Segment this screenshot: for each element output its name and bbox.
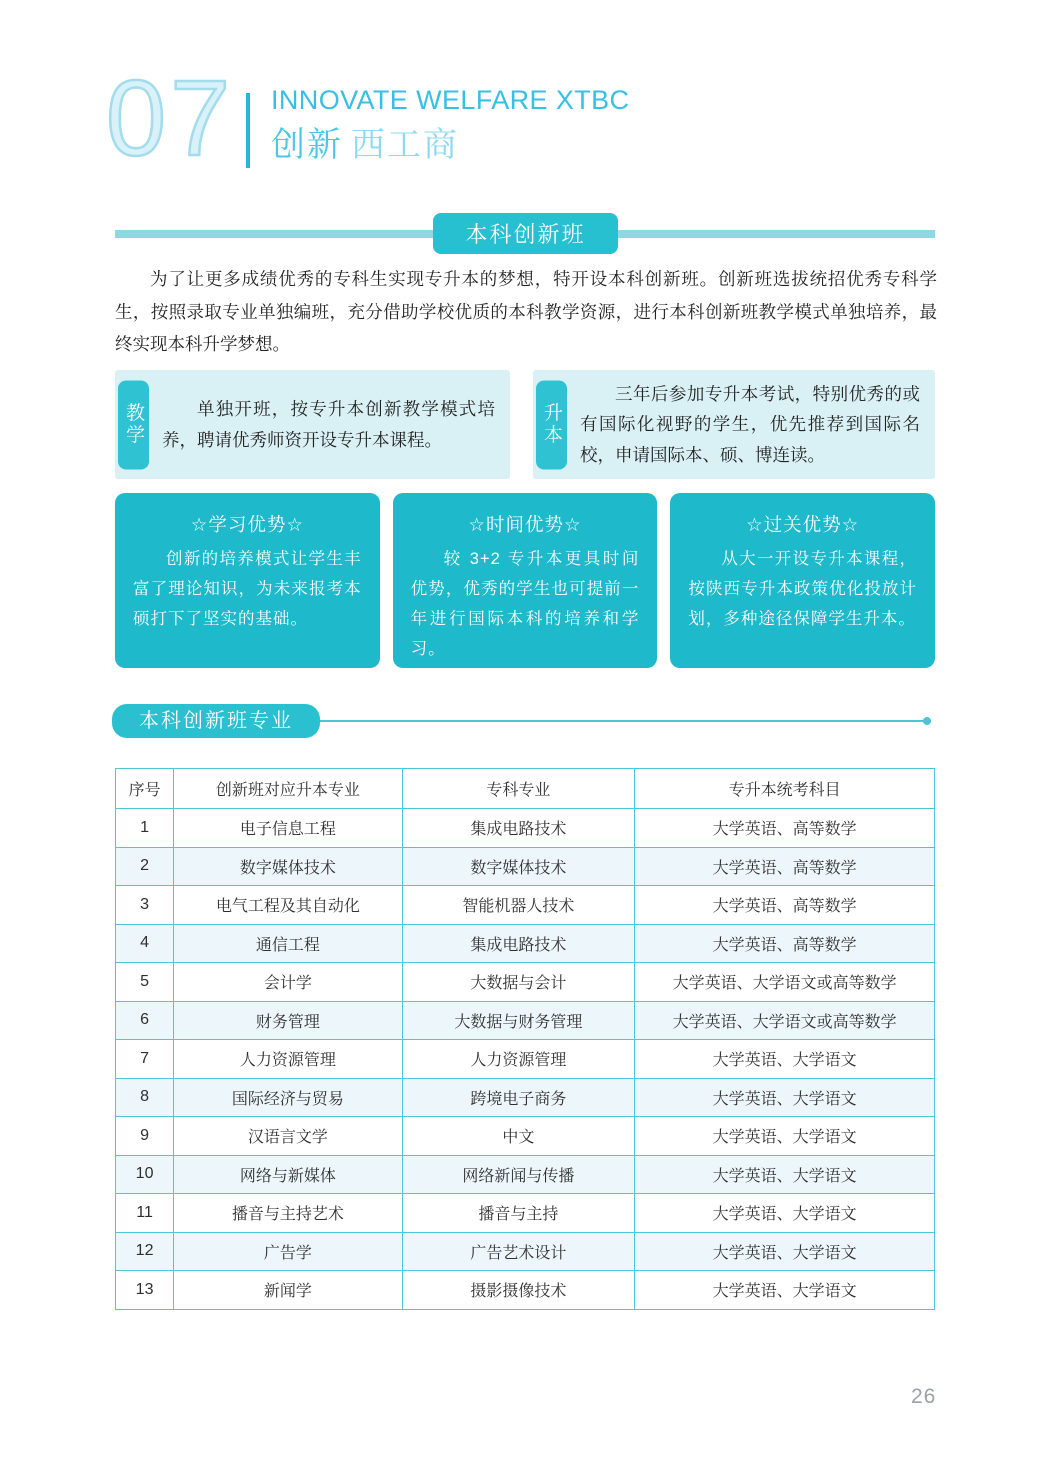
table-cell: 大学英语、大学语文: [635, 1040, 935, 1079]
table-cell: 电子信息工程: [174, 809, 403, 848]
table-cell: 大学英语、大学语文: [635, 1194, 935, 1233]
info-box-text: 单独开班，按专升本创新教学模式培养，聘请优秀师资开设专升本课程。: [162, 399, 495, 450]
advantage-box-pass: [670, 493, 935, 668]
table-cell: 跨境电子商务: [402, 1078, 635, 1117]
info-box-tab: 升本: [536, 380, 567, 469]
advantage-text: 从大一开设专升本课程，按陕西专升本政策优化投放计划，多种途径保障学生升本。: [688, 550, 918, 628]
column-header: 专科专业: [402, 769, 635, 809]
table-row: [116, 1155, 935, 1194]
column-header: 专升本统考科目: [635, 769, 935, 809]
info-box-teaching: [115, 370, 510, 479]
table-cell: 人力资源管理: [174, 1040, 403, 1079]
header-title-en: INNOVATE WELFARE XTBC: [271, 85, 630, 115]
table-cell: 5: [116, 963, 174, 1002]
table-cell: 11: [116, 1194, 174, 1233]
table-cell: 大学英语、大学语文: [635, 1271, 935, 1310]
advantage-title: ☆过关优势☆: [746, 514, 860, 535]
table-cell: 摄影摄像技术: [402, 1271, 635, 1310]
table-cell: 电气工程及其自动化: [174, 886, 403, 925]
info-box-promotion: [533, 370, 935, 479]
majors-table: [115, 768, 935, 1310]
info-box-row: [115, 370, 935, 479]
advantage-title: ☆时间优势☆: [468, 514, 582, 535]
table-cell: 1: [116, 809, 174, 848]
table-row: [116, 1232, 935, 1271]
column-header: 序号: [116, 769, 174, 809]
table-cell: 汉语言文学: [174, 1117, 403, 1156]
table-cell: 人力资源管理: [402, 1040, 635, 1079]
section2-title-pill: 本科创新班专业: [112, 704, 320, 738]
majors-table-head-row: [116, 769, 935, 809]
table-cell: 12: [116, 1232, 174, 1271]
table-cell: 大学英语、大学语文或高等数学: [635, 963, 935, 1002]
table-cell: 数字媒体技术: [174, 847, 403, 886]
table-cell: 大数据与会计: [402, 963, 635, 1002]
table-row: [116, 1040, 935, 1079]
table-cell: 8: [116, 1078, 174, 1117]
table-cell: 广告学: [174, 1232, 403, 1271]
advantage-box-time: [393, 493, 658, 668]
section-badge: 本科创新班: [433, 213, 618, 254]
section2-header: [112, 704, 935, 738]
chapter-number: 07: [106, 57, 235, 178]
info-box-text: 三年后参加专升本考试，特别优秀的或有国际化视野的学生，优先推荐到国际名校，申请国际本、硕、博连读。: [580, 383, 920, 465]
table-cell: 大学英语、大学语文: [635, 1155, 935, 1194]
table-row: [116, 963, 935, 1002]
section2-line-end-dot: [923, 717, 931, 725]
advantage-title: ☆学习优势☆: [190, 514, 304, 535]
table-cell: 大数据与财务管理: [402, 1001, 635, 1040]
table-cell: 大学英语、大学语文: [635, 1232, 935, 1271]
header-title-zh: [271, 117, 459, 166]
table-row: [116, 1194, 935, 1233]
table-cell: 广告艺术设计: [402, 1232, 635, 1271]
advantage-text: 较 3+2 专升本更具时间优势，优秀的学生也可提前一年进行国际本科的培养和学习。: [410, 550, 640, 658]
page-number: 26: [911, 1385, 937, 1408]
table-cell: 7: [116, 1040, 174, 1079]
table-cell: 13: [116, 1271, 174, 1310]
table-cell: 数字媒体技术: [402, 847, 635, 886]
table-cell: 大学英语、大学语文或高等数学: [635, 1001, 935, 1040]
advantage-text: 创新的培养模式让学生丰富了理论知识，为未来报考本硕打下了坚实的基础。: [133, 550, 362, 628]
header-title-zh-secondary: 西工商: [351, 126, 459, 164]
table-row: [116, 809, 935, 848]
table-row: [116, 1078, 935, 1117]
header-divider-bar: [246, 93, 250, 168]
table-row: [116, 847, 935, 886]
table-cell: 国际经济与贸易: [174, 1078, 403, 1117]
intro-paragraph: 为了让更多成绩优秀的专科生实现专升本的梦想，特开设本科创新班。创新班选拔统招优秀专科学生，按照录取专业单独编班，充分借助学校优质的本科教学资源，进行本科创新班教学模式单独培养，最终实现本科升学梦想。: [115, 269, 937, 354]
table-row: [116, 1271, 935, 1310]
table-row: [116, 924, 935, 963]
table-cell: 新闻学: [174, 1271, 403, 1310]
info-box-tab: 教学: [118, 380, 149, 469]
table-cell: 中文: [402, 1117, 635, 1156]
table-cell: 播音与主持: [402, 1194, 635, 1233]
table-cell: 会计学: [174, 963, 403, 1002]
table-cell: 2: [116, 847, 174, 886]
table-cell: 播音与主持艺术: [174, 1194, 403, 1233]
table-cell: 大学英语、大学语文: [635, 1117, 935, 1156]
table-row: [116, 1001, 935, 1040]
advantage-box-row: [115, 493, 935, 668]
table-cell: 网络与新媒体: [174, 1155, 403, 1194]
table-cell: 大学英语、大学语文: [635, 1078, 935, 1117]
table-cell: 通信工程: [174, 924, 403, 963]
table-cell: 4: [116, 924, 174, 963]
table-cell: 10: [116, 1155, 174, 1194]
table-row: [116, 1117, 935, 1156]
header-title-zh-primary: 创新: [271, 126, 343, 164]
table-row: [116, 886, 935, 925]
table-cell: 集成电路技术: [402, 809, 635, 848]
table-cell: 智能机器人技术: [402, 886, 635, 925]
advantage-box-study: [115, 493, 380, 668]
table-cell: 集成电路技术: [402, 924, 635, 963]
majors-table-body: [116, 809, 935, 1310]
table-cell: 9: [116, 1117, 174, 1156]
table-cell: 大学英语、高等数学: [635, 847, 935, 886]
section2-rule-line: [320, 720, 931, 722]
table-cell: 大学英语、高等数学: [635, 809, 935, 848]
table-cell: 3: [116, 886, 174, 925]
table-cell: 财务管理: [174, 1001, 403, 1040]
table-cell: 网络新闻与传播: [402, 1155, 635, 1194]
column-header: 创新班对应升本专业: [174, 769, 403, 809]
table-cell: 大学英语、高等数学: [635, 924, 935, 963]
table-cell: 大学英语、高等数学: [635, 886, 935, 925]
table-cell: 6: [116, 1001, 174, 1040]
